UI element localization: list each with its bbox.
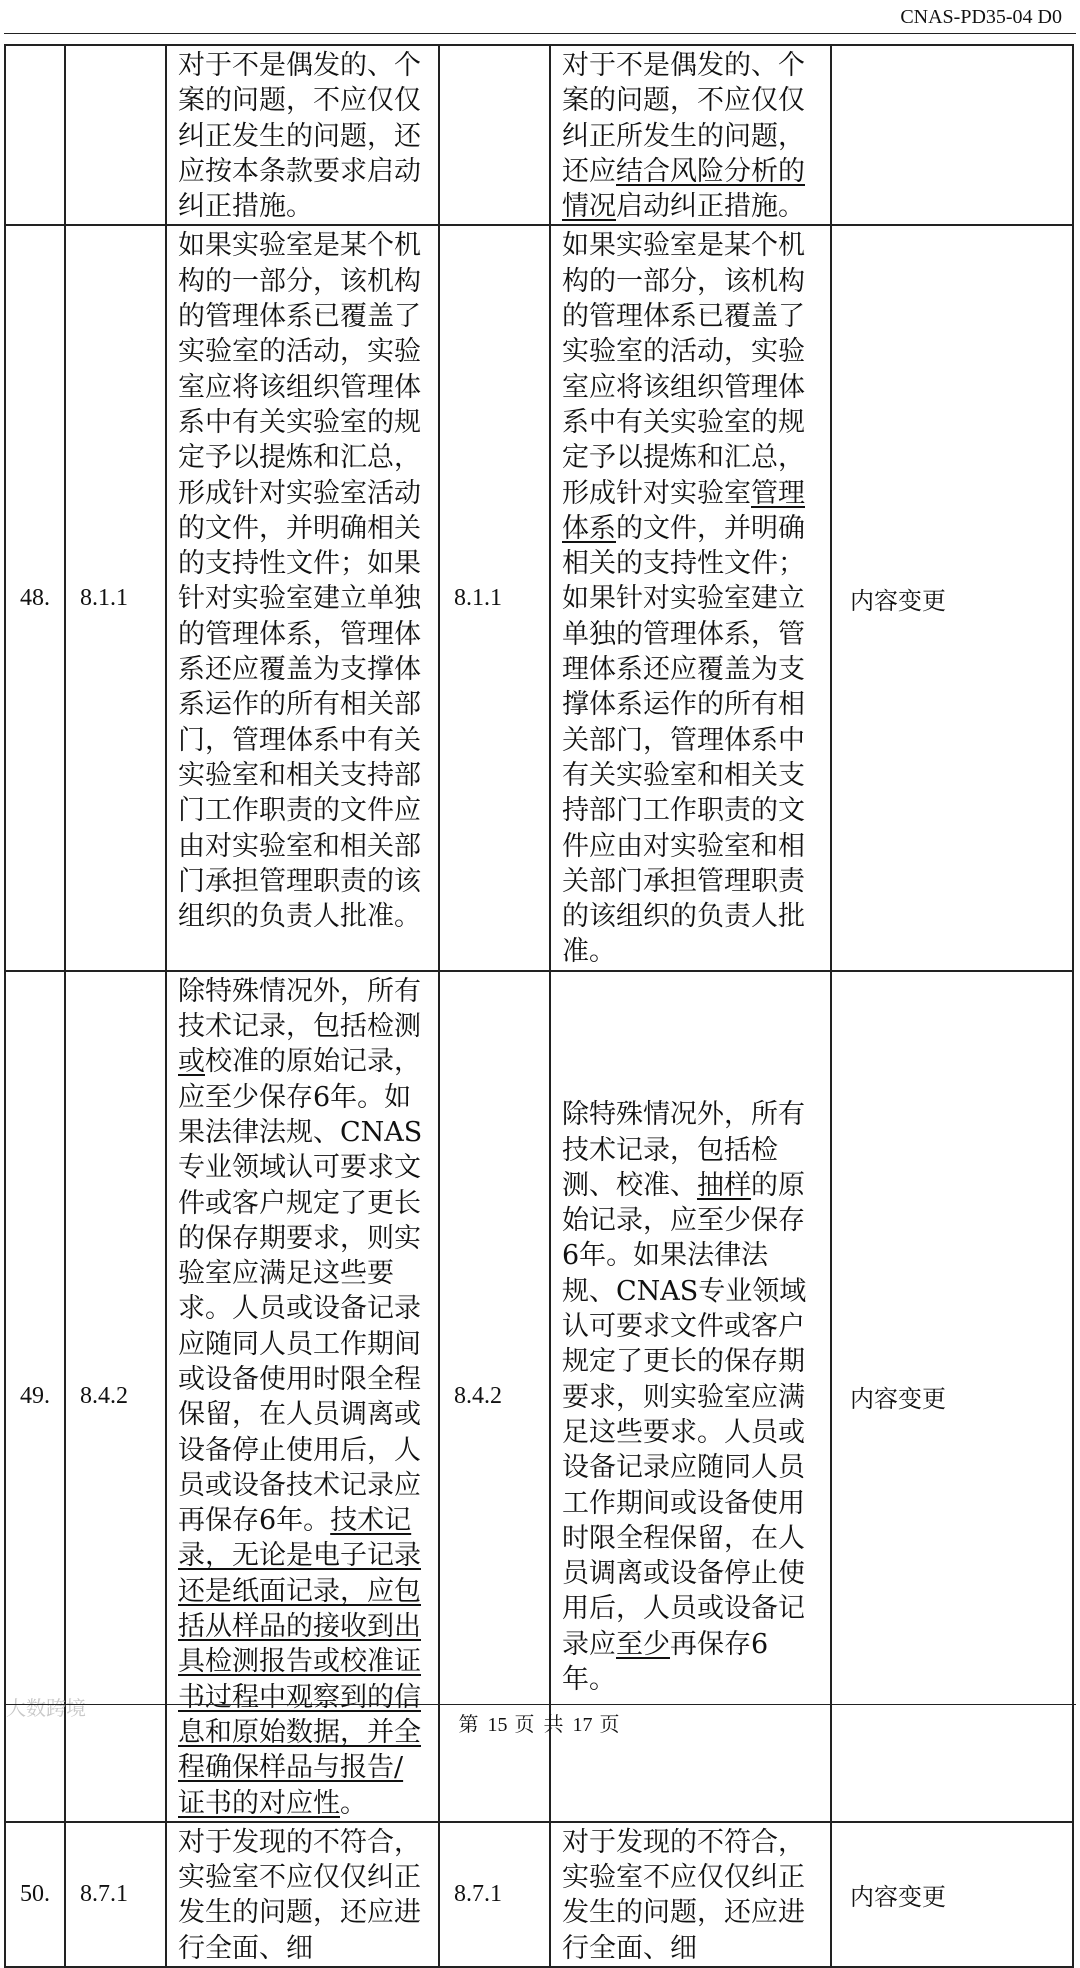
table-row — [5, 45, 1073, 225]
text-segment: 校准的原始记录，应至少保存6年。如果法律法规、CNAS专业领域认可要求文件或客户规定了更长的保存期要求，则实验室应满足这些要求。人员或设备记录应随同人员工作期间或设备使用时限全程保留，在人员调离或设备停止使用后，人员或设备技术记录应再保存6年。 — [178, 1046, 423, 1537]
underlined-change: 抽样 — [697, 1169, 751, 1201]
new-text-cell — [550, 45, 831, 225]
page-label-3: 页 — [599, 1714, 622, 1736]
new-text — [551, 226, 830, 969]
old-text-cell — [166, 225, 439, 970]
page-label-2: 页 共 — [514, 1714, 566, 1736]
footer-rule — [4, 1704, 1076, 1705]
underlined-change: 至少 — [616, 1628, 670, 1660]
header-rule — [4, 33, 1076, 34]
row-number: 50. — [5, 1822, 65, 1967]
new-text-cell — [550, 1822, 831, 1967]
old-text — [167, 1823, 438, 1966]
old-text — [167, 46, 438, 224]
underlined-change: 技术记录，无论是电子记录还是纸面记录，应包括从样品的接收到出具检测报告或校准证书过程中观察到的信息和原始数据，并全程确保样品与报告/证书的对应性 — [178, 1505, 421, 1819]
page-number: 15 — [487, 1714, 508, 1736]
change-note — [831, 45, 1073, 225]
old-clause — [65, 45, 166, 225]
text-segment: 对于发现的不符合，实验室不应仅仅纠正发生的问题，还应进行全面、细 — [178, 1826, 421, 1964]
old-text — [167, 226, 438, 934]
new-text — [551, 1095, 830, 1697]
new-text-cell — [550, 971, 831, 1822]
new-text — [551, 46, 830, 224]
new-clause — [439, 45, 550, 225]
text-segment: 的原始记录，应至少保存6年。如果法律法规、CNAS专业领域认可要求文件或客户规定了更长的保存期要求，则实验室应满足这些要求。人员或设备记录应随同人员工作期间或设备使用时限全程保留，在人员调离或设备停止使用后，人员或设备记录应 — [562, 1169, 807, 1660]
old-clause: 8.7.1 — [65, 1822, 166, 1967]
document-code: CNAS-PD35-04 D0 — [900, 6, 1062, 28]
text-segment: 的文件，并明确相关的支持性文件；如果针对实验室建立单独的管理体系，管理体系还应覆盖为支撑体系运作的所有相关部门，管理体系中有关实验室和相关支持部门工作职责的文件应由对实验室和相关部门承担管理职责的该组织的负责人批准。 — [562, 512, 805, 968]
row-number — [5, 45, 65, 225]
change-note: 内容变更 — [831, 1822, 1073, 1967]
text-segment: 对于不是偶发的、个案的问题，不应仅仅纠正发生的问题，还应按本条款要求启动纠正措施。 — [178, 50, 421, 223]
underlined-change: 或 — [178, 1046, 205, 1078]
new-clause: 8.7.1 — [439, 1822, 550, 1967]
text-segment: 启动纠正措施。 — [616, 191, 805, 223]
underlined-change: 结合风险分析的情况 — [562, 155, 805, 223]
text-segment: 再保存6年。 — [562, 1628, 769, 1695]
page-total: 17 — [572, 1714, 593, 1736]
old-text-cell — [166, 1822, 439, 1967]
table-row — [5, 225, 1073, 970]
row-number: 49. — [5, 971, 65, 1822]
new-clause: 8.1.1 — [439, 225, 550, 970]
old-clause: 8.1.1 — [65, 225, 166, 970]
text-segment: 。 — [340, 1787, 367, 1819]
new-text-cell — [550, 225, 831, 970]
text-segment: 如果实验室是某个机构的一部分，该机构的管理体系已覆盖了实验室的活动，实验室应将该组织管理体系中有关实验室的规定予以提炼和汇总，形成针对实验室活动的文件，并明确相关的支持性文件；如果针对实验室建立单独的管理体系，管理体系还应覆盖为支撑体系运作的所有相关部门，管理体系中有关实验室和相关支持部门工作职责的文件应由对实验室和相关部门承担管理职责的该组织的负责人批准。 — [178, 230, 421, 933]
text-segment: 除特殊情况外，所有技术记录，包括检测、校准、 — [562, 1099, 805, 1201]
new-clause: 8.4.2 — [439, 971, 550, 1822]
change-note: 内容变更 — [831, 971, 1073, 1822]
text-segment: 如果实验室是某个机构的一部分，该机构的管理体系已覆盖了实验室的活动，实验室应将该组织管理体系中有关实验室的规定予以提炼和汇总，形成针对实验室 — [562, 230, 805, 509]
revision-table — [4, 44, 1074, 1968]
text-segment: 对于不是偶发的、个案的问题，不应仅仅纠正所发生的问题，还应 — [562, 50, 805, 187]
table-row — [5, 971, 1073, 1822]
old-text-cell — [166, 45, 439, 225]
table-row — [5, 1822, 1073, 1967]
underlined-change: 管理体系 — [562, 477, 805, 544]
old-clause: 8.4.2 — [65, 971, 166, 1822]
old-text-cell — [166, 971, 439, 1822]
watermark-logo: 大数跨境 — [6, 1696, 86, 1720]
page-label-1: 第 — [458, 1714, 481, 1736]
text-segment: 对于发现的不符合，实验室不应仅仅纠正发生的问题，还应进行全面、细 — [562, 1826, 805, 1964]
row-number: 48. — [5, 225, 65, 970]
old-text — [167, 972, 438, 1821]
new-text — [551, 1823, 830, 1966]
text-segment: 除特殊情况外，所有技术记录，包括检测 — [178, 975, 421, 1043]
change-note: 内容变更 — [831, 225, 1073, 970]
